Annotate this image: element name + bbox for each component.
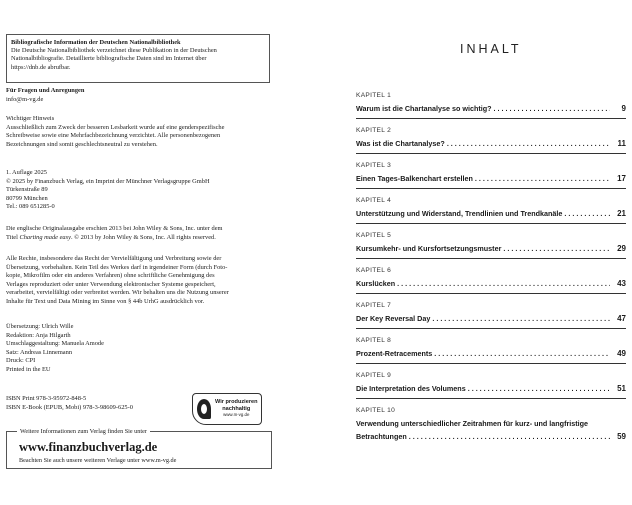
toc-line [356,279,626,289]
page-number: 17 [617,174,626,183]
chapter-label: KAPITEL 2 [356,127,392,134]
badge-line: nachhaltig [222,405,251,412]
page-number: 43 [617,279,626,288]
bibliographic-info-link[interactable]: https://dnb.de abrufbar. [11,63,71,71]
contact-heading: Für Fragen und Anregungen [6,87,85,94]
original-edition-line [6,234,291,243]
chapter-title: Prozent-Retracements [356,349,433,358]
sustainability-badge [192,393,262,425]
rights-line: Übersetzung, vorbehalten. Kein Teil des Werkes darf in irgendeiner Form (durch Foto- [6,263,228,271]
publisher-street: Türkenstraße 89 [6,186,48,194]
page-number: 9 [621,104,626,113]
divider [356,188,626,189]
bibliographic-info-box [6,34,270,83]
divider [356,363,626,364]
isbn-print: ISBN Print 978-3-95972-848-5 [6,395,87,402]
toc-line [356,349,626,359]
leader-dots [434,349,610,358]
page-number: 49 [617,349,626,358]
badge-url: www.m-vg.de [223,412,250,418]
notice-heading: Wichtiger Hinweis [6,115,55,122]
isbn-ebook: ISBN E-Book (EPUB, Mobi) 978-3-98609-625-0 [6,403,133,411]
badge-line: Wir produzieren [215,399,258,406]
chapter-label: KAPITEL 8 [356,337,392,344]
rights-line: Verlages reproduziert oder unter Verwendung elektronischer Systeme gespeichert, [6,280,216,288]
divider [356,223,626,224]
leader-dots [432,314,610,323]
publisher-web-box [6,428,272,469]
chapter-label: KAPITEL 7 [356,302,392,309]
page-number: 29 [617,244,626,253]
toc-line [356,209,626,219]
toc-line [356,139,626,149]
page-number: 11 [617,139,626,148]
chapter-label: KAPITEL 4 [356,197,392,204]
divider [356,153,626,154]
chapter-label: KAPITEL 3 [356,162,392,169]
chapter-label: KAPITEL 6 [356,267,392,274]
toc-line [356,314,626,324]
leader-dots [564,209,610,218]
toc-title: INHALT [460,42,522,56]
publisher-phone: Tel.: 089 651285-0 [6,203,55,211]
page-number: 21 [617,209,626,218]
leader-dots [468,384,610,393]
toc-line [356,432,626,442]
web-box-label: Weitere Informationen zum Verlag finden Sie unter [17,427,150,436]
toc-line [356,384,626,394]
credit-translation: Übersetzung: Ulrich Wille [6,323,74,330]
divider [356,118,626,119]
chapter-title: Was ist die Chartanalyse? [356,139,445,148]
original-title-suffix: . © 2013 by John Wiley & Sons, Inc. All rights reserved. [70,233,216,241]
original-title: Charting made easy [19,233,71,241]
bibliographic-info-title: Bibliografische Information der Deutschen Nationalbibliothek [11,39,181,46]
leader-dots [397,279,610,288]
toc-line [356,104,626,114]
rights-line: verarbeitet, vervielfältigt oder verbreitet werden. Wir behalten uns die Nutzung unserer [6,289,229,297]
notice-section [6,115,291,149]
notice-line: Schreibweise sowie eine Mehrfachbezeichnung verzichtet. Alle personenbezogenen [6,132,221,140]
chapter-title: Warum ist die Chartanalyse so wichtig? [356,104,492,113]
toc-line [356,174,626,184]
chapter-title: Der Key Reversal Day [356,314,431,323]
badge-text [215,399,258,419]
rights-line: Inhalte für Text und Data Mining im Sinne von § 44b UrhG ausdrücklich vor. [6,297,205,305]
rights-section [6,255,291,307]
divider [356,293,626,294]
toc-line [356,244,626,254]
notice-line: Bezeichnungen sind somit geschlechtsneutral zu verstehen. [6,140,158,148]
chapter-title: Kurslücken [356,279,396,288]
more-publishers-text: Beachten Sie auch unsere weiteren Verlage unter www.m-vg.de [19,457,177,464]
chapter-title: Betrachtungen [356,432,407,441]
credit-printed-in: Printed in the EU [6,365,51,373]
original-edition-section [6,225,291,242]
page-number: 47 [617,314,626,323]
divider [356,258,626,259]
leader-dots [409,432,610,441]
leader-dots [475,174,610,183]
copyright: © 2025 by Finanzbuch Verlag, ein Imprint der Münchner Verlagsgruppe GmbH [6,177,210,185]
leaf-logo-icon [197,399,211,419]
leader-dots [494,104,610,113]
chapter-title: Die Interpretation des Volumens [356,384,466,393]
chapter-label: KAPITEL 1 [356,92,392,99]
publisher-section [6,169,291,212]
rights-line: Alle Rechte, insbesondere das Recht der Vervielfältigung und Verbreitung sowie der [6,255,222,262]
chapter-title: Kursumkehr- und Kursfortsetzungsmuster [356,244,502,253]
contact-section [6,87,291,104]
bibliographic-info-line: Nationalbibliografie. Detaillierte bibliografische Daten sind im Internet über [11,55,207,63]
divider [356,328,626,329]
credit-typesetting: Satz: Andreas Linnemann [6,348,73,356]
edition: 1. Auflage 2025 [6,169,47,176]
page-number: 51 [617,384,626,393]
credit-cover: Umschlaggestaltung: Manuela Amode [6,340,104,348]
chapter-label: KAPITEL 5 [356,232,392,239]
chapter-label: KAPITEL 9 [356,372,392,379]
chapter-title: Einen Tages-Balkenchart erstellen [356,174,473,183]
credit-editing: Redaktion: Anja Hilgarth [6,331,71,339]
credit-printing: Druck: CPI [6,357,36,365]
publisher-city: 80799 München [6,194,48,202]
leader-dots [503,244,610,253]
chapter-title-line1: Verwendung unterschiedlicher Zeitrahmen für kurz- und langfristige [356,419,589,428]
notice-line: Ausschließlich zum Zweck der besseren Lesbarkeit wurde auf eine genderspezifische [6,123,225,131]
bibliographic-info-line: Die Deutsche Nationalbibliothek verzeichnet diese Publikation in der Deutschen [11,47,217,55]
original-title-prefix: Titel [6,233,20,241]
leader-dots [447,139,610,148]
chapter-label: KAPITEL 10 [356,407,396,414]
contact-email[interactable]: info@m-vg.de [6,95,44,103]
credits-section [6,323,291,375]
chapter-title: Unterstützung und Widerstand, Trendlinien und Trendkanäle [356,209,563,218]
rights-line: kopie, Mikrofilm oder ein anderes Verfahren) ohne schriftliche Genehmigung des [6,272,215,280]
publisher-website-link[interactable]: www.finanzbuchverlag.de [19,440,158,454]
original-edition-line: Die englische Originalausgabe erschien 2013 bei John Wiley & Sons, Inc. unter dem [6,225,223,232]
divider [356,398,626,399]
page-number: 59 [617,432,626,441]
